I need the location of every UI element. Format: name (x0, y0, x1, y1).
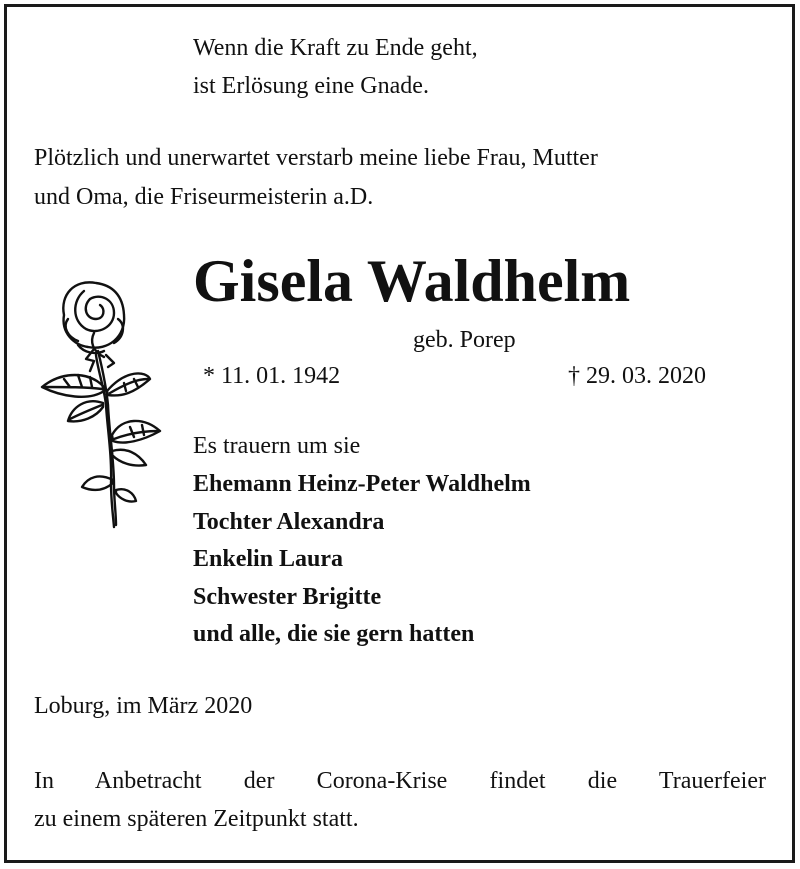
notice-line-2: zu einem späteren Zeitpunkt statt. (34, 806, 359, 832)
mourner-item: Enkelin Laura (193, 546, 344, 572)
notice-line-1: In Anbetracht der Corona-Krise findet die Trauerfeier (34, 768, 766, 794)
motto-line-1: Wenn die Kraft zu Ende geht, (193, 35, 478, 61)
maiden-name: geb. Porep (413, 327, 516, 353)
motto-line-2: ist Erlösung eine Gnade. (193, 73, 429, 99)
place-date: Loburg, im März 2020 (34, 693, 253, 719)
death-date: † 29. 03. 2020 (568, 363, 706, 389)
intro-line-1: Plötzlich und unerwartet verstarb meine liebe Frau, Mutter (34, 145, 598, 171)
mourner-item: Ehemann Heinz-Peter Waldhelm (193, 471, 531, 497)
mourners-intro: Es trauern um sie (193, 433, 361, 459)
intro-line-2: und Oma, die Friseurmeisterin a.D. (34, 184, 374, 210)
birth-date: * 11. 01. 1942 (203, 363, 341, 389)
mourner-item: und alle, die sie gern hatten (193, 621, 475, 647)
mourner-item: Tochter Alexandra (193, 509, 385, 535)
deceased-name: Gisela Waldhelm (193, 248, 631, 314)
rose-icon (34, 275, 169, 530)
mourner-item: Schwester Brigitte (193, 584, 382, 610)
